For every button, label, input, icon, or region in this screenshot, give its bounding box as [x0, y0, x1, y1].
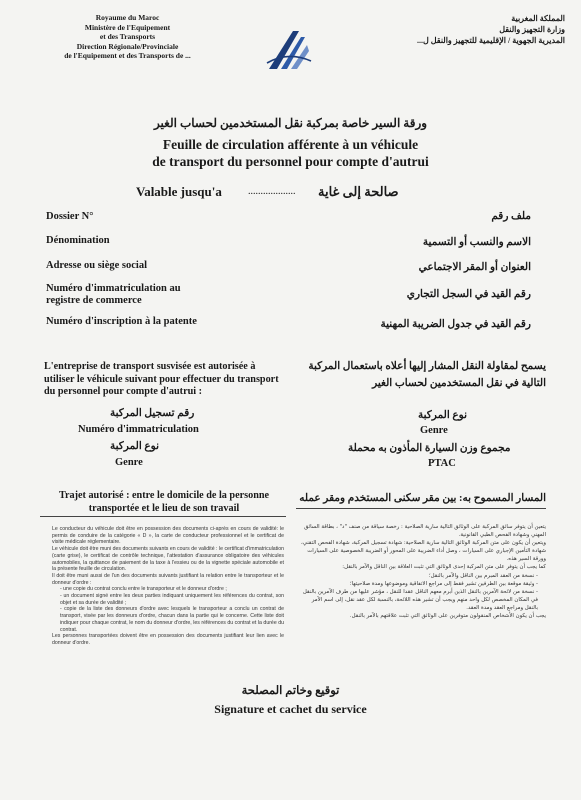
field-dossier-ar: ملف رقم	[491, 211, 531, 222]
field-denomination-fr: Dénomination	[46, 235, 110, 246]
vehicle-genre-right-fr: Genre	[420, 425, 448, 436]
vehicle-registration-ar: رقم تسجيل المركبة	[110, 408, 195, 419]
header-ar	[395, 13, 565, 46]
vehicle-ptac-fr: PTAC	[428, 458, 456, 469]
vehicle-registration-fr: Numéro d'immatriculation	[78, 424, 199, 435]
field-patente-fr: Numéro d'inscription à la patente	[46, 316, 197, 327]
field-denomination-ar: الاسم والنسب أو التسمية	[422, 237, 531, 248]
header-fr-line: Ministère de l'Equipement	[84, 22, 171, 32]
header-ar-line: المملكة المغربية	[511, 14, 565, 23]
conditions-fr	[52, 526, 284, 647]
field-registry-ar: رقم القيد في السجل التجاري	[406, 289, 531, 300]
condition-ar-item: كما يجب أن يتوفر على متن المركبة إحدى الوثائق التي تثبت العلاقة بين الناقل والآمر بالنقل:	[342, 564, 546, 571]
condition-fr-item: - une copie du contrat conclu entre le transporteur et le donneur d'ordre ;	[60, 586, 227, 593]
signature-ar: توقيع وخاتم المصلحة	[241, 685, 340, 697]
condition-ar-item: يجب أن يكون الأشخاص المنقولون متوفرين على الوثائق التي تثبت علاقتهم بالآمر بالنقل.	[349, 613, 546, 620]
validity-dots: ...................	[248, 186, 296, 197]
route-ar: المسار المسموح به: بين مقر سكنى المستخدم ومقر عمله	[299, 493, 546, 504]
authorization-fr: L'entreprise de transport susvisée est autorisée à utiliser le véhicule suivant pour effectuer du transport du personnel pour compte d'autrui :	[44, 361, 279, 397]
vehicle-genre-left-fr: Genre	[115, 457, 143, 468]
validity-label-fr: Valable jusqu'a	[136, 184, 222, 199]
condition-fr-item: Il doit être muni aussi de l'un des documents suivants justifiant la relation entre le transporteur et le donneur d'ordre :	[52, 572, 284, 586]
route-divider-left	[40, 516, 286, 517]
field-dossier-fr: Dossier N°	[46, 211, 94, 222]
condition-fr-item: Le véhicule doit être muni des documents suivants en cours de validité : le certificat d'immatriculation (carte grise), le certificat de contrôle technique, l'attestation d'assurance obligatoire des véhicules automobiles, la quittance de paiement de la taxe à l'essieu ou de la vignette spéciale automobile et la présente feuille de circulation.	[52, 546, 284, 573]
title-french-line1: Feuille de circulation afférente à un véhicule	[162, 137, 419, 152]
ministry-emblem-icon	[263, 25, 313, 73]
condition-ar-item: - وثيقة موقعة بين الطرفين تشير فقط إلى مراجع الاتفاقية وموضوعها ومدة صلاحيتها؛	[349, 580, 538, 587]
validity-label-ar: صالحة إلى غاية	[318, 184, 399, 199]
header-fr	[40, 13, 215, 61]
field-registry-fr: Numéro d'immatriculation au registre de commerce	[46, 283, 181, 306]
header-ar-line: وزارة التجهيز والنقل	[499, 25, 565, 34]
field-address-ar: العنوان أو المقر الاجتماعي	[418, 262, 531, 273]
title-arabic: ورقة السير خاصة بمركبة نقل المستخدمين لحساب الغير	[153, 116, 428, 130]
header-fr-line: Royaume du Maroc	[95, 13, 160, 22]
condition-ar-item: يتعين أن يتوفر سائق المركبة على الوثائق التالية سارية الصلاحية : رخصة سياقة من صنف "د" ، بطاقة السائق المهني وشهادة الفحص الطبي القانونية.	[304, 524, 546, 539]
header-fr-line: de l'Equipement et des Transports de ...	[64, 51, 191, 60]
field-patente-ar: رقم القيد في جدول الضريبة المهنية	[380, 319, 531, 330]
header-fr-line: Direction Régionale/Provinciale	[76, 41, 179, 51]
condition-fr-item: Les personnes transportées doivent être en possession des documents justifiant leur lien avec le donneur d'ordre.	[52, 633, 284, 646]
route-divider-right	[296, 508, 546, 509]
header-fr-line: et des Transports	[99, 32, 156, 41]
condition-ar-item: - نسخة من العقد المبرم بين الناقل والآمر بالنقل؛	[428, 572, 538, 579]
authorization-ar: يسمح لمقاولة النقل المشار إليها أعلاه باستعمال المركبة التالية في نقل المستخدمين لحساب الغير	[308, 361, 546, 389]
vehicle-ptac-ar: مجموع وزن السيارة المأذون به محملة	[348, 443, 511, 454]
condition-fr-item: - un document signé entre les deux parties indiquant uniquement les références du contrat, son objet et sa durée de validité ;	[60, 593, 284, 606]
condition-ar-item: ويتعين أن يكون على متن المركبة الوثائق التالية سارية الصلاحية: شهادة تسجيل المركبة، شهادة الفحص التقني، شهادة التأمين الإجباري على السيارات ، وصل أداء الضريبة على المحور أو الضريبة الخصوصية على السيارات وورقة السير هذه.	[301, 540, 546, 563]
condition-fr-item: Le conducteur du véhicule doit être en possession des documents ci-après en cours de validité: le permis de conduire de la catégorie « D », la carte de conducteur professionnel et le certificat de visite médicale réglementaire.	[52, 526, 284, 546]
condition-ar-item: - نسخة من لائحة الآمرين بالنقل الذين أبرم معهم الناقل عقدا للنقل ، مؤشر عليها من طرف الآمرين بالنقل في المكان المخصص لكل واحد منهم ويجب أن تشير هذه اللائحة، بالنسبة لكل عقد نقل، إلى اسم الآمر بالنقل ومراجع العقد ومدة العقد.	[302, 588, 538, 611]
field-address-fr: Adresse ou siège social	[46, 260, 148, 271]
signature-fr: Signature et cachet du service	[214, 702, 367, 716]
vehicle-genre-right-ar: نوع المركبة	[418, 410, 468, 421]
conditions-ar	[298, 523, 546, 620]
title-french-line2: de transport du personnel pour compte d'autrui	[152, 154, 429, 169]
route-fr: Trajet autorisé : entre le domicile de la personne transportée et le lieu de son travail	[58, 490, 270, 514]
header-ar-line: المديرية الجهوية / الإقليمية للتجهيز والنقل ل...	[416, 36, 565, 45]
vehicle-genre-left-ar: نوع المركبة	[110, 441, 160, 452]
condition-fr-item: - copie de la liste des donneurs d'ordre avec lesquels le transporteur a conclu un contrat de transport, visée par les donneurs d'ordre, chacun dans la partie qui le concerne. Cette liste doit indiquer pour chaque contrat, le nom du donneur d'ordre, les références du contrat et la durée du contrat.	[60, 606, 284, 633]
